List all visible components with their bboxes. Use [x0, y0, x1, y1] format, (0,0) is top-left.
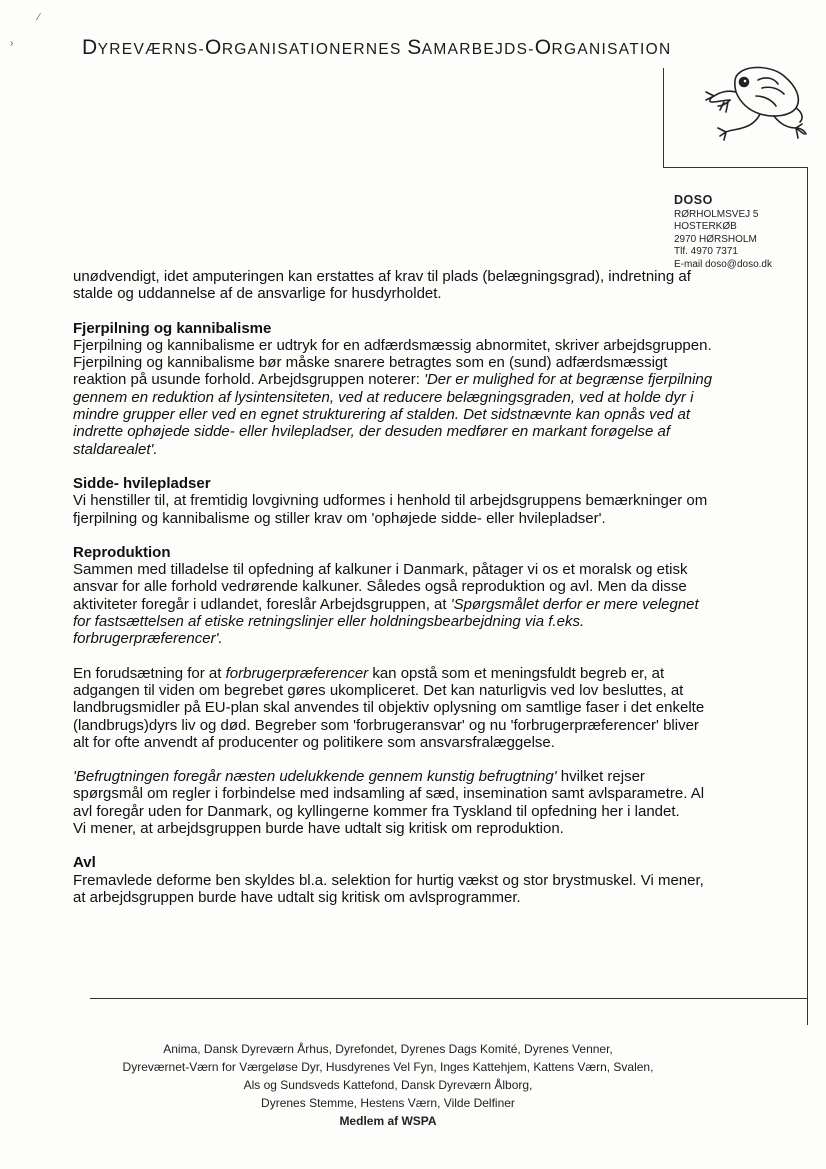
paragraph-text: Sammen med tilladelse til opfedning af kalkuner i Danmark, påtager vi os et moralsk og etisk ansvar for alle forhold vedrørende kalkuner. Således også reproduktion og avl. Men da disse aktiviteter foregår i udlandet, foreslår Arbejdsgruppen, at — [73, 561, 688, 613]
contact-postal: 2970 HØRSHOLM — [674, 233, 757, 245]
footer-line: Anima, Dansk Dyreværn Århus, Dyrefondet, Dyrenes Dags Komité, Dyrenes Venner, — [163, 1042, 613, 1056]
section-paragraph: Vi henstiller til, at fremtidig lovgivning udformes i henhold til arbejdsgruppens bemærkninger om fjerpilning og kannibalisme og stiller krav om 'ophøjede sidde- eller hvilepladser'. — [73, 492, 708, 527]
section-paragraph — [73, 337, 713, 458]
letterhead-frame-line — [807, 167, 808, 1025]
quoted-text: 'Befrugtningen foregår næsten udelukkende gennem kunstig befrugtning' — [73, 768, 557, 786]
footer-line: Dyrenes Stemme, Hestens Værn, Vilde Delfiner — [261, 1096, 515, 1110]
contact-town: HOSTERKØB — [674, 221, 737, 232]
letterhead-frame-line — [663, 68, 664, 168]
befrugtning-paragraph — [73, 768, 713, 837]
contact-street: RØRHOLMSVEJ 5 — [674, 208, 759, 220]
contact-block — [674, 194, 772, 271]
title-word-rest: YREVÆRNS- — [97, 41, 205, 58]
section-heading: Fjerpilning og kannibalisme — [73, 319, 272, 337]
section-heading: Reproduktion — [73, 543, 171, 561]
section-paragraph — [73, 561, 713, 647]
scan-mark: › — [10, 38, 14, 49]
paragraph-text: En forudsætning for at — [73, 664, 226, 682]
quoted-text: 'Der er mulighed for at begrænse fjerpilning gennem en reduktion af lysintensiteten, ved at reducere belægningsgraden, ved at holde dyr i mindre grupper eller ved en egnet strukturering af stalden. Det sidstnævnte kan opnås ved at indrette ophøjede sidde- eller hvilepladser, der desuden medfører en markant forøgelse af staldarealet'. — [73, 371, 713, 458]
footer-divider — [90, 998, 808, 999]
title-capital-letter: S — [407, 36, 422, 59]
membership-line: Medlem af WSPA — [339, 1114, 437, 1128]
paragraph-text: Fjerpilning og kannibalisme er udtryk for en adfærdsmæssig abnormitet, skriver arbejdsgruppen. Fjerpilning og kannibalisme bør måske snarere betragtes som en (sund) adfærdsmæssigt reaktion på usunde forhold. Arbejdsgruppen noterer: — [73, 336, 712, 389]
title-capital-letter: D — [82, 36, 98, 59]
title-capital-letter: O — [534, 36, 552, 59]
frog-logo-icon — [700, 62, 810, 144]
paragraph-text: Vi mener, at arbejdsgruppen burde have udtalt sig kritisk om reproduktion. — [73, 820, 564, 838]
scan-mark: ⁄ — [38, 12, 40, 23]
contact-email: E-mail doso@doso.dk — [674, 258, 772, 270]
contact-phone: Tlf. 4970 7371 — [674, 246, 738, 257]
footer-line: Dyreværnet-Værn for Værgeløse Dyr, Husdyrenes Vel Fyn, Inges Kattehjem, Kattens Værn, Svalen, — [122, 1060, 654, 1074]
organisation-title — [82, 36, 722, 60]
paragraph-text: kan opstå som et meningsfuldt begreb er, at adgangen til viden om begrebet gøres ukompliceret. Det kan naturligvis ved lov besluttes, at landbrugsmidler på EU-plan skal anvendes til objektiv oplysning om samtlige faser i det enkelte (landbrugs)dyrs liv og død. Begreber som 'forbrugeransvar' og nu 'forbrugerpræferencer' bliver alt for ofte anvendt af producenter og politikere som ansvarsfralæggelse. — [73, 664, 705, 751]
forbruger-paragraph — [73, 665, 713, 751]
title-word-rest: RGANISATION — [551, 41, 672, 58]
letter-body — [73, 268, 713, 923]
footer-line: Als og Sundsveds Kattefond, Dansk Dyreværn Ålborg, — [243, 1078, 533, 1092]
quoted-text: 'Spørgsmålet derfor er mere velegnet for fastsættelsen af etiske retningslinjer eller holdningsbearbejdning via f.eks. forbrugerpræferencer'. — [73, 595, 699, 648]
section-paragraph: Fremavlede deforme ben skyldes bl.a. selektion for hurtig vækst og stor brystmuskel. Vi mener, at arbejdsgruppen burde have udtalt sig kritisk om avlsprogrammer. — [73, 871, 704, 906]
member-organisations-footer — [90, 1040, 686, 1130]
paragraph-text: hvilket rejser spørgsmål om regler i forbindelse med indsamling af sæd, insemination samt avlsparametre. Al avl foregår uden for Danmark, og kyllingerne kommer fra Tyskland til opfedning her i landet. — [73, 768, 705, 820]
title-capital-letter: O — [204, 36, 222, 59]
title-word-rest: AMARBEJDS- — [421, 41, 535, 58]
letterhead-frame-line — [663, 167, 808, 168]
intro-paragraph: unødvendigt, idet amputeringen kan erstattes af krav til plads (belægningsgrad), indretning af stalde og uddannelse af de ansvarlige for husdyrholdet. — [73, 268, 691, 303]
italic-term: forbrugerpræferencer — [225, 664, 369, 682]
section-heading: Avl — [73, 854, 96, 872]
contact-name: DOSO — [674, 193, 713, 207]
section-heading: Sidde- hvilepladser — [73, 474, 211, 492]
title-word-rest: RGANISATIONERNES — [221, 41, 408, 58]
